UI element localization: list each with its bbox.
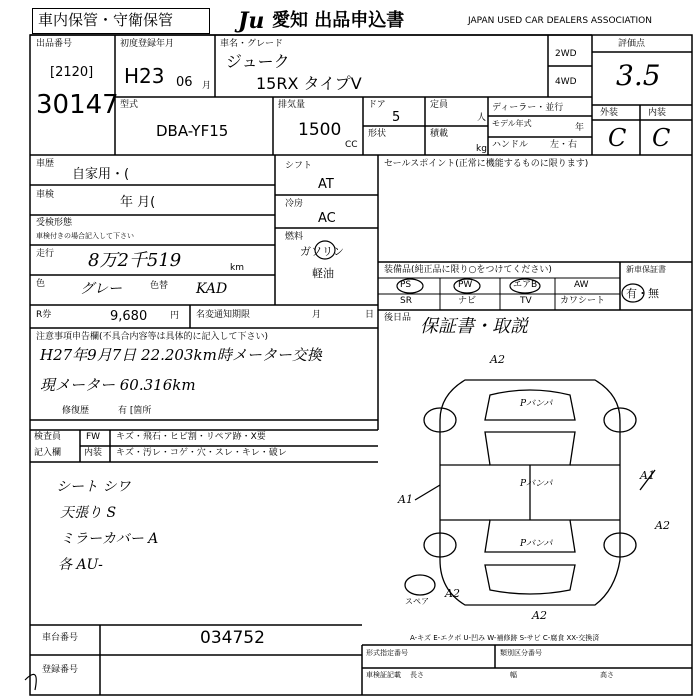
- equip-pw: PW: [458, 280, 473, 290]
- inspection-label: 車検: [36, 190, 55, 200]
- load-unit: kg: [476, 144, 487, 154]
- ac-label: 冷房: [285, 199, 304, 209]
- model-year-label: モデル年式: [492, 119, 532, 128]
- registration-month-unit: 月: [202, 81, 212, 91]
- diagram-panel-3: Pバンパ: [520, 539, 553, 549]
- name-change-day: 日: [365, 310, 375, 320]
- rating-interior-label: 内装: [648, 108, 667, 118]
- chassis-number: 034752: [200, 628, 265, 648]
- warranty-options: 有・無: [626, 287, 659, 300]
- after-sale-items: 保証書・取説: [420, 316, 528, 337]
- diagram-mark-rear: A2: [532, 609, 547, 622]
- recycle-unit: 円: [170, 311, 180, 321]
- diagram-mark-right: A1: [640, 469, 655, 482]
- displacement-unit: CC: [345, 140, 358, 150]
- inspector-note-4: 各 AU-: [58, 557, 103, 573]
- inspector-note-1: シート シワ: [56, 479, 131, 495]
- org-title: 愛知 出品申込書: [272, 10, 405, 31]
- mileage: 8万2千519: [88, 250, 182, 271]
- dims-label: 車検証記載: [366, 671, 401, 679]
- dealer-label: ディーラー・並行: [492, 103, 564, 113]
- ju-logo: Ju: [238, 8, 265, 34]
- interior-check-items: キズ・汚レ・コゲ・穴・スレ・キレ・破レ: [116, 448, 287, 458]
- rating-score: 3.5: [616, 59, 661, 92]
- height-label: 高さ: [600, 671, 614, 679]
- fuel-options2: 軽油: [312, 267, 334, 280]
- vehicle-label: 車名・グレード: [220, 39, 284, 49]
- sales-point-label: セールスポイント(正常に機能するものに限ります): [384, 159, 589, 169]
- registration-year: H23: [124, 64, 165, 88]
- fuel-label: 燃料: [285, 232, 304, 242]
- name-change-label: 名変通知期限: [196, 310, 251, 320]
- car-diagram: [405, 380, 655, 605]
- rating-label: 評価点: [618, 39, 646, 49]
- interior-check-label: 内装: [84, 448, 103, 458]
- color-code: KAD: [196, 281, 228, 297]
- equip-aw: AW: [574, 280, 589, 290]
- width-label: 幅: [510, 671, 517, 679]
- equip-ps: PS: [400, 280, 412, 290]
- lot-sub-number: [2120]: [50, 65, 94, 80]
- shape-label: 形状: [368, 129, 387, 139]
- diagram-mark-rear-left: A2: [445, 587, 460, 600]
- lot-number: 30147: [36, 90, 119, 120]
- vehicle-name: ジューク: [226, 52, 290, 71]
- usage-label: 車歴: [36, 159, 55, 169]
- usage: 自家用・(: [72, 167, 130, 182]
- inspection: 年 月(: [120, 195, 156, 210]
- inspector-label2: 記入欄: [34, 448, 62, 458]
- mileage-unit: km: [230, 263, 244, 273]
- ac: AC: [318, 211, 336, 226]
- model-label: 型式: [120, 100, 139, 110]
- recycle-amount: 9,680: [110, 309, 148, 324]
- diagram-mark-front: A2: [490, 353, 505, 366]
- shift-label: シフト: [285, 161, 313, 171]
- color-change-label: 色替: [150, 281, 169, 291]
- registration-label: 初度登録年月: [120, 39, 175, 49]
- equip-tv: TV: [520, 296, 532, 306]
- diagram-panel-1: Pバンパ: [520, 399, 553, 409]
- diagram-mark-right-rear: A2: [655, 519, 670, 532]
- warranty-label: 新車保証書: [626, 265, 666, 274]
- notes-label: 注意事項申告欄(不具合内容等は具体的に記入して下さい): [36, 332, 269, 342]
- repair-label: 修復歴: [62, 406, 90, 416]
- equip-leather: カワシート: [560, 296, 606, 306]
- handle-label: ハンドル: [492, 140, 529, 150]
- diagram-mark-left: A1: [398, 493, 413, 506]
- receipt-note: 車検付きの場合記入して下さい: [36, 232, 134, 240]
- fuel-options: ガソリン: [300, 245, 344, 258]
- capacity-label: 定員: [430, 100, 449, 110]
- storage-label: 車内保管・守衛保管: [38, 11, 174, 29]
- after-sale-label: 後日品: [384, 313, 412, 323]
- org-title-en: JAPAN USED CAR DEALERS ASSOCIATION: [468, 16, 652, 26]
- diagram-panel-2: Pバンパ: [520, 479, 553, 489]
- equip-navi: ナビ: [458, 296, 477, 306]
- spare-label: スペア: [405, 597, 429, 606]
- inspector-note-2: 天張り S: [60, 505, 117, 521]
- fw-items: キズ・飛石・ヒビ割・リペア跡・X要: [116, 432, 266, 442]
- chassis-label: 車台番号: [42, 633, 79, 643]
- color: グレー: [80, 281, 122, 297]
- equip-sr: SR: [400, 296, 412, 306]
- category-label: 類別区分番号: [500, 649, 542, 657]
- model-code: DBA-YF15: [156, 122, 229, 140]
- mileage-label: 走行: [36, 249, 55, 259]
- diagram-legend: A-キズ E-エクボ U-凹み W-補修跡 S-サビ C-腐食 XX-交換済: [410, 634, 600, 642]
- rating-interior: C: [652, 124, 671, 152]
- drive-4wd: 4WD: [555, 77, 577, 87]
- inspector-note-3: ミラーカバー A: [60, 531, 159, 547]
- registration-month: 06: [176, 75, 193, 90]
- rating-exterior: C: [608, 124, 627, 152]
- load-label: 積載: [430, 129, 449, 139]
- displacement: 1500: [298, 120, 342, 140]
- name-change-month: 月: [312, 310, 322, 320]
- drive-2wd: 2WD: [555, 49, 577, 59]
- displacement-label: 排気量: [278, 100, 306, 110]
- equipment-label: 装備品(純正品に限り○をつけてください): [384, 265, 552, 275]
- fw-label: FW: [86, 432, 101, 442]
- receipt-label: 受検形態: [36, 218, 73, 228]
- handle-options: 左・右: [550, 140, 578, 150]
- inspector-label: 検査員: [34, 432, 62, 442]
- doors: 5: [392, 110, 401, 125]
- rating-exterior-label: 外装: [600, 108, 619, 118]
- notes-line1: H27年9月7日 22.203km時メーター交換: [40, 346, 322, 364]
- length-label: 長さ: [410, 671, 424, 679]
- format-label: 形式指定番号: [366, 649, 408, 657]
- year-unit: 年: [575, 123, 585, 133]
- equip-airbag: エアB: [513, 280, 538, 290]
- notes-line2: 現メーター 60.316km: [40, 376, 196, 394]
- lot-label: 出品番号: [36, 39, 73, 49]
- repair-value: 有 [箇所: [118, 406, 152, 416]
- recycle-label: R券: [36, 310, 52, 320]
- capacity-unit: 人: [477, 113, 487, 123]
- plate-label: 登録番号: [42, 665, 79, 675]
- shift: AT: [318, 177, 334, 192]
- doors-label: ドア: [368, 100, 386, 110]
- vehicle-grade: 15RX タイプV: [256, 74, 362, 93]
- color-label: 色: [36, 279, 46, 289]
